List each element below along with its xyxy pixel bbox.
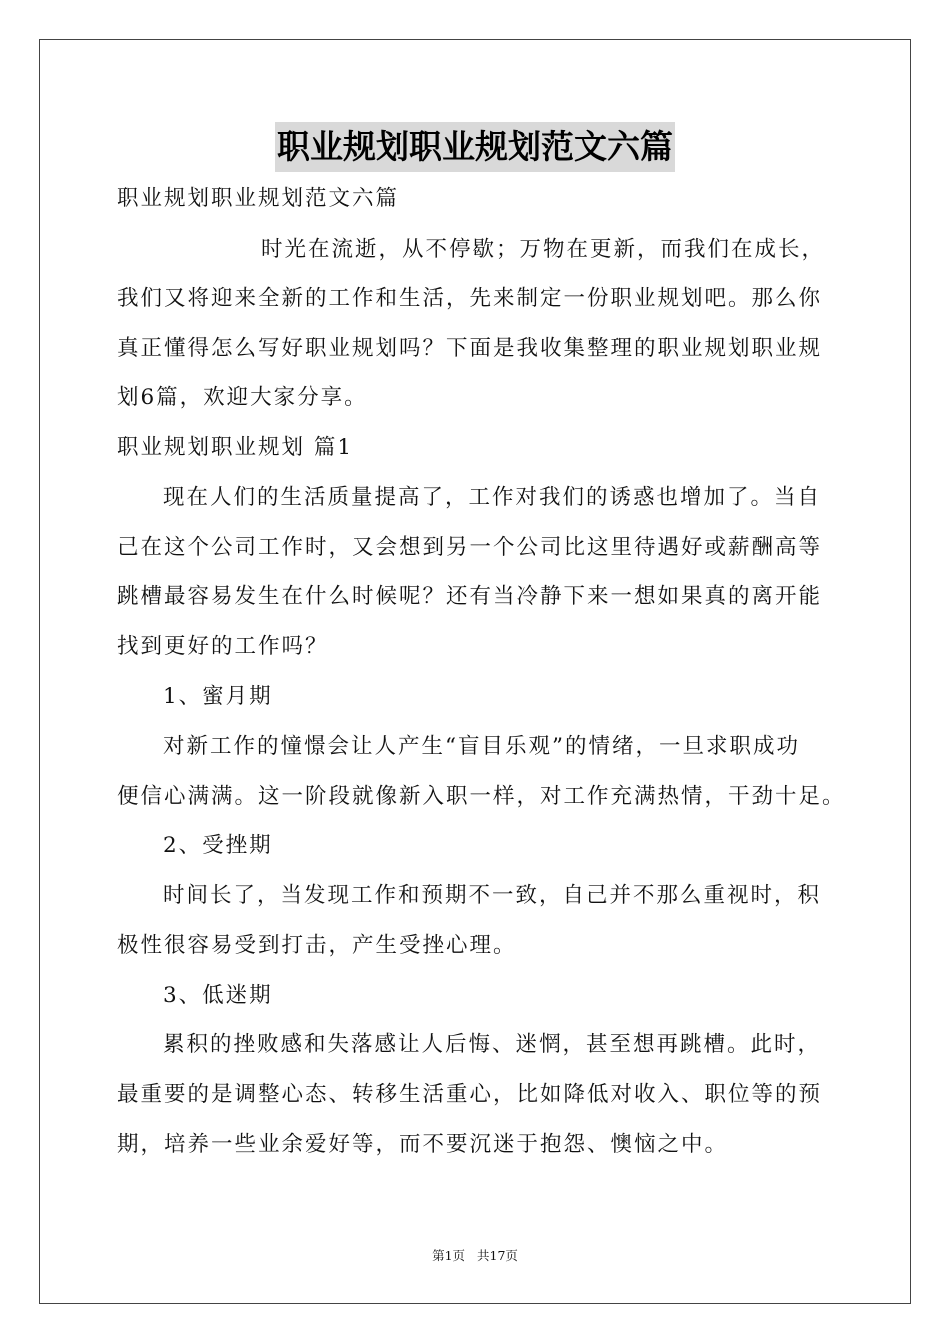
- list-heading: 2、受挫期: [163, 833, 273, 858]
- page-footer: [0, 1246, 950, 1266]
- paragraph-line: 找到更好的工作吗？: [117, 634, 329, 659]
- paragraph-line: 极性很容易受到打击，产生受挫心理。: [117, 933, 517, 958]
- paragraph-line: 时间长了，当发现工作和预期不一致，自己并不那么重视时，积: [163, 883, 822, 908]
- paragraph-line: 跳槽最容易发生在什么时候呢？还有当冷静下来一想如果真的离开能: [117, 584, 823, 609]
- title-container: [0, 122, 950, 172]
- paragraph-line: 便信心满满。这一阶段就像新入职一样，对工作充满热情，干劲十足。: [117, 784, 846, 809]
- paragraph-line: 真正懂得怎么写好职业规划吗？下面是我收集整理的职业规划职业规: [117, 336, 823, 361]
- paragraph-line: 时光在流逝，从不停歇；万物在更新，而我们在成长，: [261, 237, 826, 262]
- paragraph-line: 我们又将迎来全新的工作和生活，先来制定一份职业规划吧。那么你: [117, 286, 823, 311]
- paragraph-line: 己在这个公司工作时，又会想到另一个公司比这里待遇好或薪酬高等: [117, 535, 823, 560]
- paragraph-line: 累积的挫败感和失落感让人后悔、迷惘，甚至想再跳槽。此时，: [163, 1032, 822, 1057]
- page-border: [39, 39, 911, 1304]
- paragraph-line: 对新工作的憧憬会让人产生“盲目乐观”的情绪，一旦求职成功: [163, 734, 800, 759]
- paragraph-line: 划6篇，欢迎大家分享。: [117, 385, 368, 410]
- paragraph-line: 最重要的是调整心态、转移生活重心，比如降低对收入、职位等的预: [117, 1082, 823, 1107]
- list-heading: 3、低迷期: [163, 983, 273, 1008]
- paragraph-line: 现在人们的生活质量提高了，工作对我们的诱惑也增加了。当自: [163, 485, 822, 510]
- section-heading: 职业规划职业规划 篇1: [117, 435, 354, 460]
- page-total: 共17页: [477, 1248, 518, 1263]
- paragraph-line: 期，培养一些业余爱好等，而不要沉迷于抱怨、懊恼之中。: [117, 1132, 729, 1157]
- document-title: 职业规划职业规划范文六篇: [275, 122, 675, 172]
- list-heading: 1、蜜月期: [163, 684, 273, 709]
- subtitle-line: 职业规划职业规划范文六篇: [117, 186, 400, 211]
- page-number: 第1页: [432, 1248, 466, 1263]
